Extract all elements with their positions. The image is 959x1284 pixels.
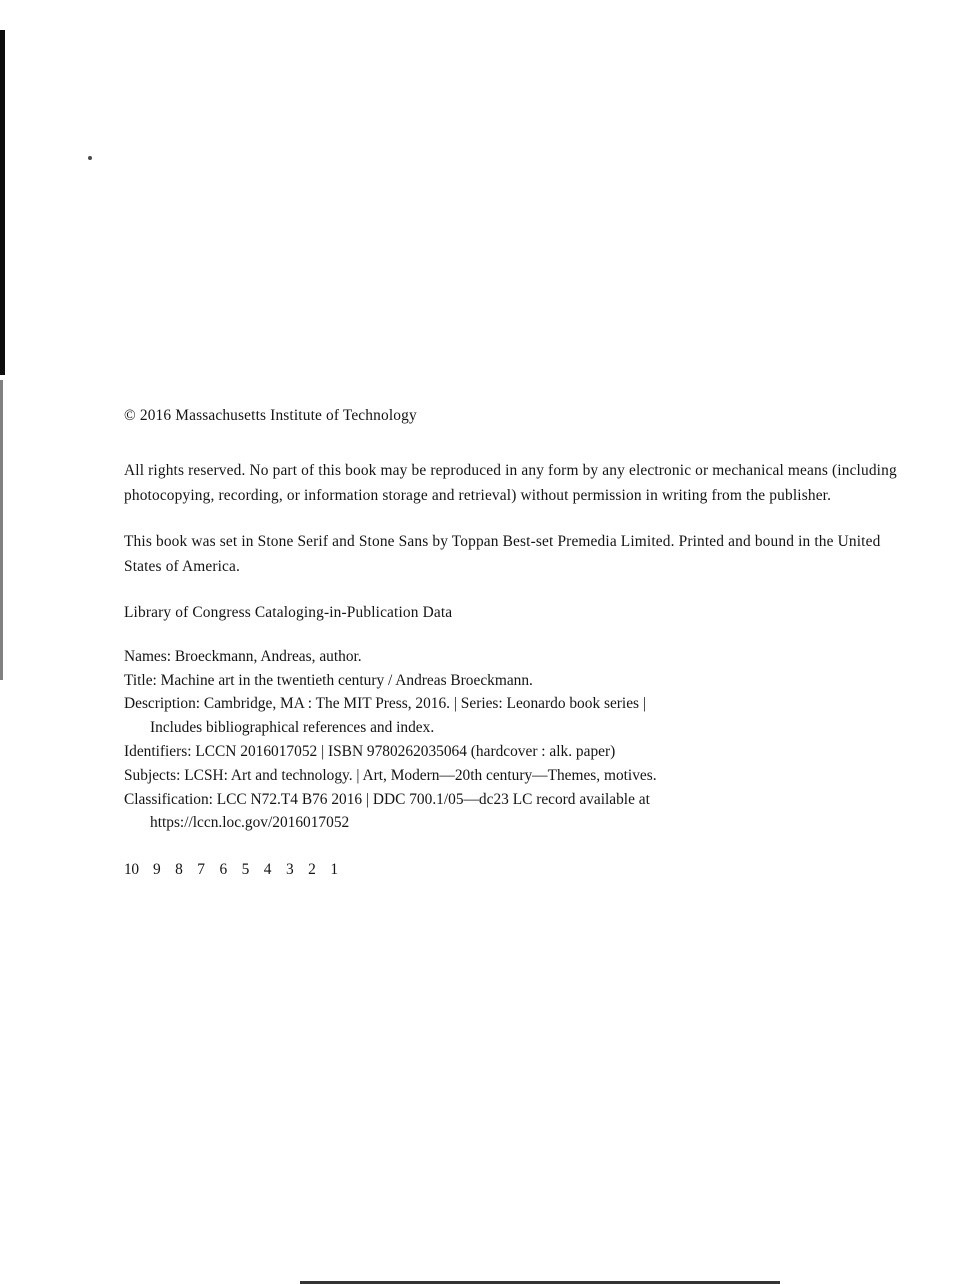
scan-edge-artifact-left xyxy=(0,30,5,375)
printer-key-digit: 2 xyxy=(308,861,317,879)
printer-key xyxy=(124,861,902,879)
cip-line-title: Title: Machine art in the twentieth century / Andreas Broeckmann. xyxy=(124,671,533,689)
cip-line-description: Description: Cambridge, MA : The MIT Press, 2016. | Series: Leonardo book series | xyxy=(124,695,646,713)
cip-line-classification: Classification: LCC N72.T4 B76 2016 | DDC 700.1/05—dc23 LC record available at xyxy=(124,790,650,808)
copyright-notice: © 2016 Massachusetts Institute of Technology xyxy=(124,407,417,424)
scan-speck-artifact xyxy=(88,156,92,160)
printer-key-digit: 4 xyxy=(263,861,272,879)
printer-key-digit: 1 xyxy=(330,861,339,879)
printer-key-digit: 5 xyxy=(241,861,250,879)
printer-key-digit: 10 xyxy=(124,861,139,879)
cip-record xyxy=(124,645,902,835)
cip-line-subjects: Subjects: LCSH: Art and technology. | Art, Modern—20th century—Themes, motives. xyxy=(124,766,657,784)
printer-key-digit: 6 xyxy=(219,861,228,879)
cip-line-identifiers: Identifiers: LCCN 2016017052 | ISBN 9780262035064 (hardcover : alk. paper) xyxy=(124,742,616,760)
typesetting-paragraph: This book was set in Stone Serif and Stone Sans by Toppan Best-set Premedia Limited. Printed and bound in the United States of America. xyxy=(124,532,881,575)
printer-key-digit: 3 xyxy=(285,861,294,879)
printer-key-digit: 9 xyxy=(152,861,161,879)
printer-key-digit: 7 xyxy=(197,861,206,879)
all-rights-reserved-paragraph: All rights reserved. No part of this book may be reproduced in any form by any electronic or mechanical means (including photocopying, recording, or information storage and retrieval) without permission in writing from the publisher. xyxy=(124,461,897,504)
cip-line-lccn-url: https://lccn.loc.gov/2016017052 xyxy=(150,814,350,832)
scan-edge-artifact-left-lower xyxy=(0,380,3,680)
cip-line-names: Names: Broeckmann, Andreas, author. xyxy=(124,647,362,665)
printer-key-digit: 8 xyxy=(175,861,184,879)
cip-line-includes: Includes bibliographical references and index. xyxy=(150,719,435,737)
copyright-page xyxy=(124,404,902,879)
cip-heading: Library of Congress Cataloging-in-Publication Data xyxy=(124,603,453,621)
